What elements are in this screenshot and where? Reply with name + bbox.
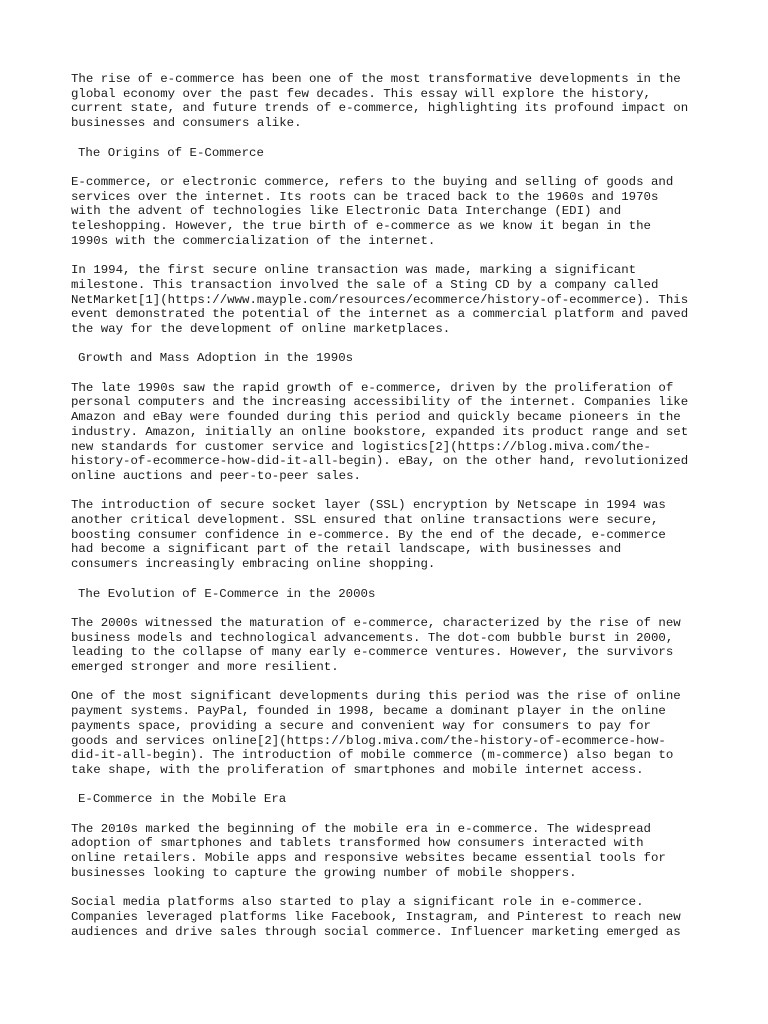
paragraph: In 1994, the first secure online transaction was made, marking a significant milestone. This transaction involved the sale of a Sting CD by a company called NetMarket[1](https://www.mayple.com/resources/ecommerce/history-of-ecommerce). This event demonstrated the potential of the internet as a commercial platform and paved the way for the development of online marketplaces. — [71, 263, 689, 336]
section-heading: The Evolution of E-Commerce in the 2000s — [78, 586, 376, 601]
paragraph: The 2010s marked the beginning of the mobile era in e-commerce. The widespread adoption of smartphones and tablets transformed how consumers interacted with online retailers. Mobile apps and responsive websites became essential tools for businesses looking to capture the growing number of mobile shoppers. — [71, 821, 666, 880]
paragraph: One of the most significant developments during this period was the rise of online payment systems. PayPal, founded in 1998, became a dominant player in the online payments space, providing a secure and convenient way for consumers to pay for goods and services online[2](https://blog.miva.com/the-history-of-ecommerce-how- did-it-all-begin). The introduction of mobile commerce (m-commerce) also began to take shape, with the proliferation of smartphones and mobile internet access. — [71, 689, 681, 777]
document-page — [71, 72, 711, 954]
paragraph: The late 1990s saw the rapid growth of e-commerce, driven by the proliferation of personal computers and the increasing accessibility of the internet. Companies like Amazon and eBay were founded during this period and quickly became pioneers in the industry. Amazon, initially an online bookstore, expanded its product range and set new standards for customer service and logistics[2](https://blog.miva.com/the- history-of-ecommerce-how-did-it-all-begin). eBay, on the other hand, revolutionized online auctions and peer-to-peer sales. — [71, 380, 689, 483]
paragraph: E-commerce, or electronic commerce, refers to the buying and selling of goods and services over the internet. Its roots can be traced back to the 1960s and 1970s with the advent of technologies like Electronic Data Interchange (EDI) and teleshopping. However, the true birth of e-commerce as we know it began in the 1990s with the commercialization of the internet. — [71, 174, 674, 248]
section-heading: The Origins of E-Commerce — [78, 145, 264, 160]
paragraph: The introduction of secure socket layer (SSL) encryption by Netscape in 1994 was another critical development. SSL ensured that online transactions were secure, boosting consumer confidence in e-commerce. By the end of the decade, e-commerce had become a significant part of the retail landscape, with businesses and consumers increasingly embracing online shopping. — [71, 498, 666, 572]
section-heading: Growth and Mass Adoption in the 1990s — [78, 351, 354, 366]
paragraph: The rise of e-commerce has been one of the most transformative developments in the global economy over the past few decades. This essay will explore the history, current state, and future trends of e-commerce, highlighting its profound impact on businesses and consumers alike. — [71, 72, 689, 131]
paragraph: Social media platforms also started to play a significant role in e-commerce. Companies leveraged platforms like Facebook, Instagram, and Pinterest to reach new audiences and drive sales through social commerce. Influencer marketing emerged as — [71, 895, 681, 939]
section-heading: E-Commerce in the Mobile Era — [78, 792, 287, 807]
paragraph: The 2000s witnessed the maturation of e-commerce, characterized by the rise of new business models and technological advancements. The dot-com bubble burst in 2000, leading to the collapse of many early e-commerce ventures. However, the survivors emerged stronger and more resilient. — [71, 615, 681, 674]
